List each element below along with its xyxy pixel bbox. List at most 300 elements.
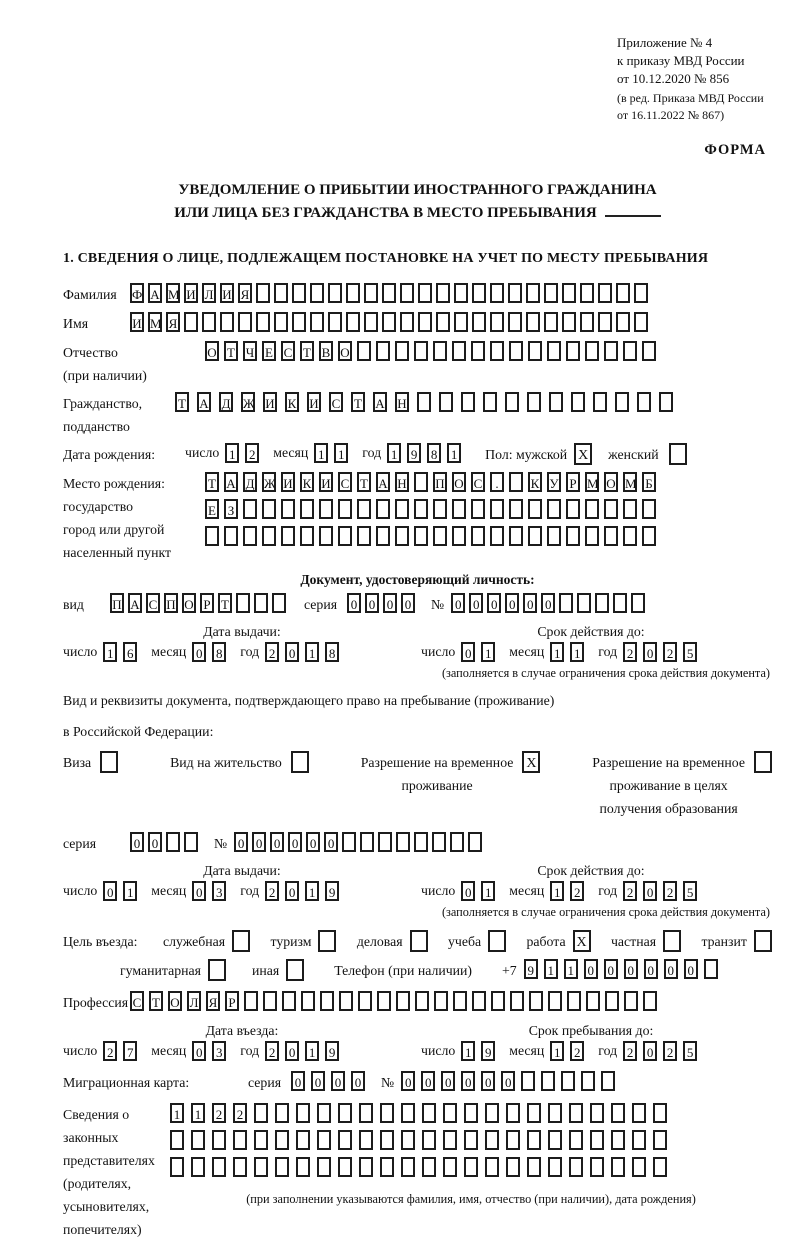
char-cell[interactable]: Д — [219, 392, 233, 412]
char-cell[interactable]: С — [338, 472, 352, 492]
char-cell[interactable] — [320, 991, 334, 1011]
char-cell[interactable] — [613, 593, 627, 613]
official-checkbox[interactable] — [232, 930, 250, 952]
char-cell[interactable] — [464, 1130, 478, 1150]
digit-cell[interactable]: 2 — [570, 1041, 584, 1061]
char-cell[interactable]: 0 — [351, 1071, 365, 1091]
char-cell[interactable] — [528, 499, 542, 519]
char-cell[interactable]: 0 — [252, 832, 266, 852]
char-cell[interactable] — [567, 991, 581, 1011]
char-cell[interactable] — [254, 1130, 268, 1150]
char-cell[interactable] — [376, 499, 390, 519]
char-cell[interactable]: С — [471, 472, 485, 492]
char-cell[interactable] — [364, 312, 378, 332]
char-cell[interactable] — [184, 312, 198, 332]
char-cell[interactable] — [586, 991, 600, 1011]
char-cell[interactable]: М — [166, 283, 180, 303]
char-cell[interactable] — [377, 991, 391, 1011]
char-cell[interactable] — [262, 526, 276, 546]
char-cell[interactable]: Т — [357, 472, 371, 492]
char-cell[interactable] — [443, 1103, 457, 1123]
char-cell[interactable]: 0 — [451, 593, 465, 613]
char-cell[interactable] — [359, 1157, 373, 1177]
char-cell[interactable] — [509, 341, 523, 361]
char-cell[interactable] — [296, 1157, 310, 1177]
char-cell[interactable] — [623, 341, 637, 361]
char-cell[interactable]: 0 — [148, 832, 162, 852]
char-cell[interactable] — [233, 1130, 247, 1150]
char-cell[interactable] — [643, 991, 657, 1011]
char-cell[interactable] — [585, 526, 599, 546]
char-cell[interactable] — [274, 312, 288, 332]
char-cell[interactable] — [359, 1130, 373, 1150]
char-cell[interactable] — [508, 312, 522, 332]
char-cell[interactable]: Р — [225, 991, 239, 1011]
char-cell[interactable] — [238, 312, 252, 332]
char-cell[interactable] — [401, 1157, 415, 1177]
digit-cell[interactable]: 1 — [570, 642, 584, 662]
char-cell[interactable] — [490, 283, 504, 303]
char-cell[interactable] — [453, 991, 467, 1011]
char-cell[interactable] — [471, 526, 485, 546]
digit-cell[interactable]: 0 — [461, 642, 475, 662]
char-cell[interactable]: 0 — [469, 593, 483, 613]
char-cell[interactable]: 0 — [584, 959, 598, 979]
char-cell[interactable]: Я — [238, 283, 252, 303]
char-cell[interactable] — [433, 341, 447, 361]
char-cell[interactable] — [452, 341, 466, 361]
char-cell[interactable] — [527, 1103, 541, 1123]
char-cell[interactable] — [275, 1130, 289, 1150]
char-cell[interactable] — [382, 283, 396, 303]
char-cell[interactable] — [256, 283, 270, 303]
char-cell[interactable]: 0 — [461, 1071, 475, 1091]
char-cell[interactable]: 0 — [311, 1071, 325, 1091]
char-cell[interactable] — [653, 1130, 667, 1150]
char-cell[interactable] — [281, 526, 295, 546]
char-cell[interactable] — [170, 1157, 184, 1177]
char-cell[interactable] — [439, 392, 453, 412]
char-cell[interactable] — [580, 283, 594, 303]
char-cell[interactable] — [396, 991, 410, 1011]
char-cell[interactable]: Я — [166, 312, 180, 332]
char-cell[interactable] — [357, 526, 371, 546]
char-cell[interactable] — [509, 526, 523, 546]
char-cell[interactable]: Ж — [262, 472, 276, 492]
digit-cell[interactable]: 5 — [683, 881, 697, 901]
char-cell[interactable] — [526, 283, 540, 303]
char-cell[interactable] — [566, 499, 580, 519]
char-cell[interactable] — [443, 1157, 457, 1177]
char-cell[interactable]: 0 — [624, 959, 638, 979]
char-cell[interactable] — [310, 312, 324, 332]
char-cell[interactable] — [452, 499, 466, 519]
char-cell[interactable]: 0 — [130, 832, 144, 852]
char-cell[interactable]: 0 — [421, 1071, 435, 1091]
char-cell[interactable]: О — [168, 991, 182, 1011]
char-cell[interactable]: 0 — [481, 1071, 495, 1091]
char-cell[interactable] — [296, 1103, 310, 1123]
char-cell[interactable] — [310, 283, 324, 303]
study-checkbox[interactable] — [488, 930, 506, 952]
digit-cell[interactable]: 2 — [265, 642, 279, 662]
digit-cell[interactable]: 8 — [427, 443, 441, 463]
char-cell[interactable] — [659, 392, 673, 412]
char-cell[interactable] — [464, 1103, 478, 1123]
char-cell[interactable] — [338, 1157, 352, 1177]
char-cell[interactable]: 0 — [234, 832, 248, 852]
char-cell[interactable]: О — [182, 593, 196, 613]
char-cell[interactable] — [256, 312, 270, 332]
char-cell[interactable]: 0 — [441, 1071, 455, 1091]
char-cell[interactable] — [401, 1130, 415, 1150]
char-cell[interactable] — [263, 991, 277, 1011]
digit-cell[interactable]: 8 — [325, 642, 339, 662]
char-cell[interactable] — [357, 499, 371, 519]
char-cell[interactable] — [590, 1130, 604, 1150]
char-cell[interactable] — [544, 283, 558, 303]
char-cell[interactable] — [527, 1130, 541, 1150]
digit-cell[interactable]: 1 — [103, 642, 117, 662]
char-cell[interactable]: И — [263, 392, 277, 412]
char-cell[interactable] — [317, 1157, 331, 1177]
char-cell[interactable]: Ж — [241, 392, 255, 412]
char-cell[interactable] — [414, 526, 428, 546]
char-cell[interactable] — [577, 593, 591, 613]
char-cell[interactable] — [220, 312, 234, 332]
char-cell[interactable] — [395, 526, 409, 546]
char-cell[interactable]: И — [319, 472, 333, 492]
char-cell[interactable] — [364, 283, 378, 303]
char-cell[interactable]: 0 — [383, 593, 397, 613]
char-cell[interactable] — [506, 1157, 520, 1177]
char-cell[interactable]: 1 — [544, 959, 558, 979]
char-cell[interactable] — [593, 392, 607, 412]
char-cell[interactable] — [490, 499, 504, 519]
char-cell[interactable] — [434, 991, 448, 1011]
char-cell[interactable] — [338, 1103, 352, 1123]
char-cell[interactable] — [549, 392, 563, 412]
business-checkbox[interactable] — [410, 930, 428, 952]
char-cell[interactable] — [342, 832, 356, 852]
char-cell[interactable] — [461, 392, 475, 412]
char-cell[interactable]: П — [164, 593, 178, 613]
char-cell[interactable] — [274, 283, 288, 303]
char-cell[interactable] — [611, 1157, 625, 1177]
char-cell[interactable] — [339, 991, 353, 1011]
digit-cell[interactable]: 0 — [643, 642, 657, 662]
humanitarian-checkbox[interactable] — [208, 959, 226, 981]
char-cell[interactable]: 0 — [541, 593, 555, 613]
digit-cell[interactable]: 9 — [325, 1041, 339, 1061]
char-cell[interactable] — [212, 1130, 226, 1150]
char-cell[interactable] — [642, 499, 656, 519]
char-cell[interactable] — [400, 283, 414, 303]
char-cell[interactable] — [631, 593, 645, 613]
digit-cell[interactable]: 1 — [314, 443, 328, 463]
char-cell[interactable] — [184, 832, 198, 852]
digit-cell[interactable]: 0 — [643, 1041, 657, 1061]
char-cell[interactable]: С — [281, 341, 295, 361]
char-cell[interactable] — [244, 991, 258, 1011]
char-cell[interactable] — [653, 1103, 667, 1123]
char-cell[interactable] — [529, 991, 543, 1011]
char-cell[interactable]: 0 — [505, 593, 519, 613]
char-cell[interactable] — [418, 283, 432, 303]
char-cell[interactable]: 9 — [524, 959, 538, 979]
char-cell[interactable]: Н — [395, 472, 409, 492]
char-cell[interactable] — [191, 1130, 205, 1150]
char-cell[interactable] — [548, 1103, 562, 1123]
char-cell[interactable] — [282, 991, 296, 1011]
char-cell[interactable] — [205, 526, 219, 546]
char-cell[interactable]: О — [205, 341, 219, 361]
char-cell[interactable] — [468, 832, 482, 852]
char-cell[interactable] — [317, 1130, 331, 1150]
char-cell[interactable]: И — [307, 392, 321, 412]
digit-cell[interactable]: 9 — [481, 1041, 495, 1061]
char-cell[interactable] — [509, 472, 523, 492]
char-cell[interactable] — [547, 341, 561, 361]
char-cell[interactable] — [642, 526, 656, 546]
digit-cell[interactable]: 2 — [623, 1041, 637, 1061]
private-checkbox[interactable] — [663, 930, 681, 952]
char-cell[interactable]: У — [547, 472, 561, 492]
char-cell[interactable]: С — [146, 593, 160, 613]
char-cell[interactable] — [490, 312, 504, 332]
char-cell[interactable] — [616, 312, 630, 332]
char-cell[interactable]: 0 — [401, 593, 415, 613]
char-cell[interactable] — [509, 499, 523, 519]
char-cell[interactable] — [436, 283, 450, 303]
char-cell[interactable] — [450, 832, 464, 852]
char-cell[interactable]: А — [148, 283, 162, 303]
digit-cell[interactable]: 0 — [285, 642, 299, 662]
char-cell[interactable]: Е — [205, 499, 219, 519]
digit-cell[interactable]: 7 — [123, 1041, 137, 1061]
char-cell[interactable]: 0 — [347, 593, 361, 613]
char-cell[interactable] — [632, 1130, 646, 1150]
char-cell[interactable] — [317, 1103, 331, 1123]
char-cell[interactable] — [191, 1157, 205, 1177]
char-cell[interactable] — [604, 499, 618, 519]
char-cell[interactable] — [490, 341, 504, 361]
char-cell[interactable] — [301, 991, 315, 1011]
char-cell[interactable] — [300, 526, 314, 546]
char-cell[interactable] — [521, 1071, 535, 1091]
char-cell[interactable]: М — [148, 312, 162, 332]
char-cell[interactable] — [623, 499, 637, 519]
char-cell[interactable] — [544, 312, 558, 332]
char-cell[interactable] — [452, 526, 466, 546]
char-cell[interactable] — [262, 499, 276, 519]
digit-cell[interactable]: 0 — [285, 881, 299, 901]
char-cell[interactable] — [590, 1103, 604, 1123]
char-cell[interactable] — [585, 341, 599, 361]
char-cell[interactable] — [338, 1130, 352, 1150]
char-cell[interactable] — [292, 283, 306, 303]
char-cell[interactable] — [346, 283, 360, 303]
char-cell[interactable] — [275, 1157, 289, 1177]
work-checkbox[interactable]: X — [573, 930, 591, 952]
digit-cell[interactable]: 2 — [623, 642, 637, 662]
char-cell[interactable]: 0 — [324, 832, 338, 852]
digit-cell[interactable]: 1 — [334, 443, 348, 463]
char-cell[interactable]: 0 — [684, 959, 698, 979]
char-cell[interactable]: . — [490, 472, 504, 492]
char-cell[interactable] — [433, 526, 447, 546]
char-cell[interactable]: М — [585, 472, 599, 492]
char-cell[interactable]: Б — [642, 472, 656, 492]
sex-male-checkbox[interactable]: X — [574, 443, 592, 465]
char-cell[interactable] — [292, 312, 306, 332]
char-cell[interactable]: 0 — [604, 959, 618, 979]
digit-cell[interactable]: 2 — [265, 881, 279, 901]
char-cell[interactable] — [243, 499, 257, 519]
char-cell[interactable] — [296, 1130, 310, 1150]
char-cell[interactable] — [472, 312, 486, 332]
char-cell[interactable]: О — [338, 341, 352, 361]
char-cell[interactable] — [526, 312, 540, 332]
char-cell[interactable] — [454, 283, 468, 303]
digit-cell[interactable]: 0 — [192, 881, 206, 901]
digit-cell[interactable]: 2 — [265, 1041, 279, 1061]
char-cell[interactable] — [562, 312, 576, 332]
char-cell[interactable] — [414, 341, 428, 361]
char-cell[interactable]: А — [224, 472, 238, 492]
char-cell[interactable] — [566, 341, 580, 361]
char-cell[interactable] — [360, 832, 374, 852]
char-cell[interactable] — [395, 499, 409, 519]
char-cell[interactable] — [254, 1157, 268, 1177]
char-cell[interactable] — [642, 341, 656, 361]
digit-cell[interactable]: 3 — [212, 1041, 226, 1061]
char-cell[interactable] — [541, 1071, 555, 1091]
char-cell[interactable]: 0 — [270, 832, 284, 852]
char-cell[interactable] — [358, 991, 372, 1011]
char-cell[interactable] — [319, 526, 333, 546]
char-cell[interactable]: Т — [205, 472, 219, 492]
char-cell[interactable] — [300, 499, 314, 519]
digit-cell[interactable]: 2 — [663, 642, 677, 662]
char-cell[interactable]: 2 — [233, 1103, 247, 1123]
char-cell[interactable] — [443, 1130, 457, 1150]
char-cell[interactable] — [380, 1157, 394, 1177]
char-cell[interactable] — [414, 499, 428, 519]
char-cell[interactable] — [395, 341, 409, 361]
char-cell[interactable] — [417, 392, 431, 412]
char-cell[interactable] — [433, 499, 447, 519]
char-cell[interactable]: 2 — [212, 1103, 226, 1123]
char-cell[interactable] — [616, 283, 630, 303]
char-cell[interactable] — [611, 1130, 625, 1150]
char-cell[interactable] — [569, 1103, 583, 1123]
char-cell[interactable] — [254, 593, 268, 613]
digit-cell[interactable]: 1 — [481, 881, 495, 901]
char-cell[interactable]: Т — [224, 341, 238, 361]
char-cell[interactable] — [623, 526, 637, 546]
char-cell[interactable]: 1 — [564, 959, 578, 979]
char-cell[interactable] — [562, 283, 576, 303]
char-cell[interactable]: Л — [202, 283, 216, 303]
char-cell[interactable] — [548, 991, 562, 1011]
char-cell[interactable]: 0 — [523, 593, 537, 613]
digit-cell[interactable]: 5 — [683, 1041, 697, 1061]
char-cell[interactable] — [632, 1157, 646, 1177]
digit-cell[interactable]: 2 — [245, 443, 259, 463]
char-cell[interactable] — [490, 526, 504, 546]
char-cell[interactable] — [338, 526, 352, 546]
residence-permit-checkbox[interactable] — [291, 751, 309, 773]
char-cell[interactable]: К — [285, 392, 299, 412]
char-cell[interactable] — [506, 1130, 520, 1150]
char-cell[interactable]: С — [130, 991, 144, 1011]
digit-cell[interactable]: 1 — [481, 642, 495, 662]
char-cell[interactable]: 0 — [291, 1071, 305, 1091]
digit-cell[interactable]: 2 — [570, 881, 584, 901]
char-cell[interactable] — [401, 1103, 415, 1123]
sex-female-checkbox[interactable] — [669, 443, 687, 465]
char-cell[interactable] — [472, 991, 486, 1011]
char-cell[interactable] — [414, 832, 428, 852]
char-cell[interactable] — [547, 499, 561, 519]
digit-cell[interactable]: 0 — [461, 881, 475, 901]
char-cell[interactable]: А — [373, 392, 387, 412]
char-cell[interactable] — [485, 1130, 499, 1150]
char-cell[interactable] — [212, 1157, 226, 1177]
char-cell[interactable] — [166, 832, 180, 852]
char-cell[interactable] — [569, 1130, 583, 1150]
digit-cell[interactable]: 1 — [550, 1041, 564, 1061]
char-cell[interactable] — [275, 1103, 289, 1123]
char-cell[interactable]: 0 — [664, 959, 678, 979]
char-cell[interactable] — [571, 392, 585, 412]
char-cell[interactable] — [236, 593, 250, 613]
char-cell[interactable] — [471, 499, 485, 519]
visa-checkbox[interactable] — [100, 751, 118, 773]
digit-cell[interactable]: 1 — [225, 443, 239, 463]
char-cell[interactable]: Е — [262, 341, 276, 361]
digit-cell[interactable]: 5 — [683, 642, 697, 662]
char-cell[interactable]: Д — [243, 472, 257, 492]
char-cell[interactable] — [561, 1071, 575, 1091]
char-cell[interactable] — [559, 593, 573, 613]
char-cell[interactable] — [528, 341, 542, 361]
char-cell[interactable]: 0 — [306, 832, 320, 852]
char-cell[interactable] — [590, 1157, 604, 1177]
char-cell[interactable] — [378, 832, 392, 852]
digit-cell[interactable]: 3 — [212, 881, 226, 901]
char-cell[interactable] — [632, 1103, 646, 1123]
char-cell[interactable] — [506, 1103, 520, 1123]
digit-cell[interactable]: 1 — [305, 881, 319, 901]
digit-cell[interactable]: 0 — [103, 881, 117, 901]
char-cell[interactable]: И — [220, 283, 234, 303]
char-cell[interactable]: И — [281, 472, 295, 492]
char-cell[interactable]: И — [130, 312, 144, 332]
char-cell[interactable]: П — [433, 472, 447, 492]
char-cell[interactable] — [254, 1103, 268, 1123]
char-cell[interactable] — [418, 312, 432, 332]
char-cell[interactable]: М — [623, 472, 637, 492]
digit-cell[interactable]: 0 — [192, 642, 206, 662]
char-cell[interactable]: Т — [218, 593, 232, 613]
char-cell[interactable] — [422, 1130, 436, 1150]
digit-cell[interactable]: 1 — [447, 443, 461, 463]
char-cell[interactable] — [376, 526, 390, 546]
char-cell[interactable]: Т — [175, 392, 189, 412]
char-cell[interactable] — [585, 499, 599, 519]
